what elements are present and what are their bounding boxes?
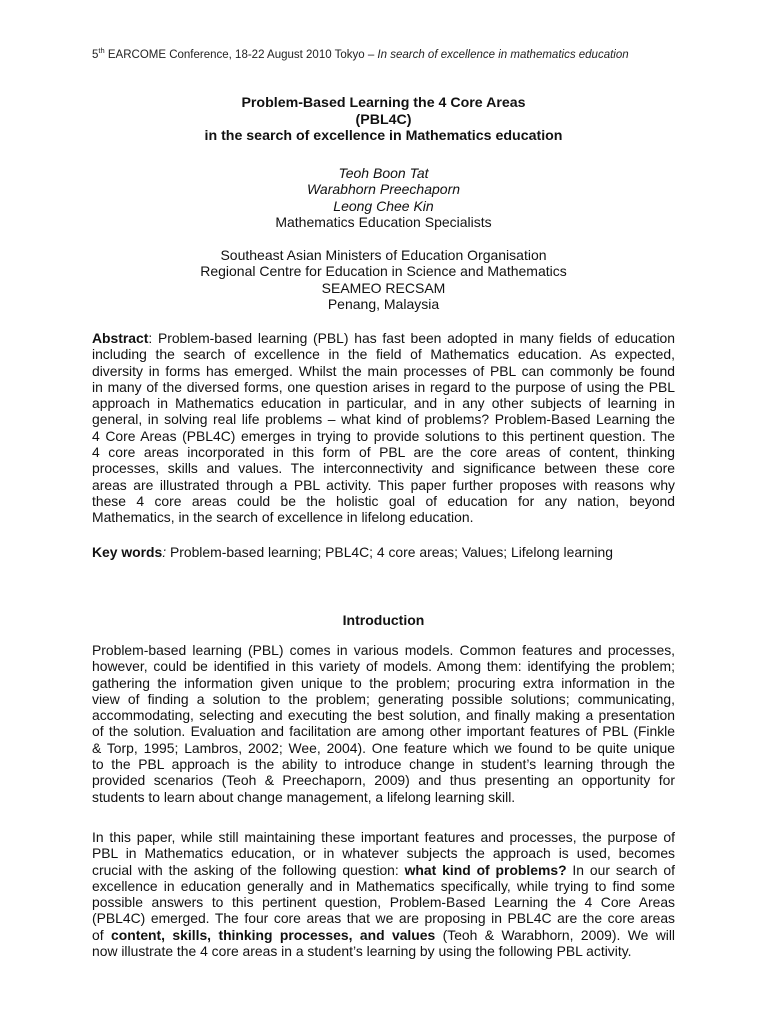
abstract-line: general, in solving real life problems – what kind of problems? Problem-Based Learning the	[92, 411, 675, 428]
paragraph-line: of the solution. Evaluation and facilitation are among other important features of PBL (Finkle	[92, 723, 675, 740]
emphasis-question: what kind of problems?	[404, 861, 567, 878]
running-header	[92, 46, 692, 61]
paragraph-line: accommodating, selecting and executing the best solution, and finally making a presentation	[92, 707, 675, 724]
title-line-1: Problem-Based Learning the 4 Core Areas	[241, 95, 526, 111]
abstract-line: 4 core areas incorporated in this form of PBL are the core areas of content, thinking	[92, 444, 675, 461]
abstract-line: areas are illustrated through a PBL activity. This paper further proposes with reasons why	[92, 476, 675, 493]
abstract-label: Abstract	[92, 330, 149, 346]
title-line-3: in the search of excellence in Mathematics education	[204, 128, 563, 144]
conference-ordinal: th	[98, 46, 105, 55]
author-role: Mathematics Education Specialists	[275, 213, 492, 230]
paragraph-line: gathering the information given unique to the problem; procuring extra information in the	[92, 674, 675, 691]
introduction-paragraph-2	[92, 829, 675, 959]
affiliation-line: Regional Centre for Education in Science and Mathematics	[200, 263, 567, 280]
abstract-line: processes, skills and values. The interconnectivity and significance between these core	[92, 460, 675, 477]
emphasis-core-areas: content, skills, thinking processes, and values	[111, 926, 436, 943]
abstract-line	[92, 330, 675, 346]
paragraph-line: (PBL4C) emerged. The four core areas that we are proposing in PBL4C are the core areas	[92, 910, 675, 927]
conference-tagline: In search of excellence in mathematics education	[377, 49, 629, 61]
keywords-colon: :	[162, 544, 167, 560]
abstract-line: diversity in forms has emerged. Whilst the main processes of PBL can commonly be found	[92, 362, 675, 379]
paper-title	[92, 95, 675, 145]
author-name: Teoh Boon Tat	[338, 165, 429, 181]
paragraph-line: Problem-based learning (PBL) comes in various models. Common features and processes,	[92, 642, 675, 658]
paragraph-line: possible answers to this pertinent question, Problem-Based Learning the 4 Core Areas	[92, 894, 675, 911]
author-block	[92, 165, 675, 230]
paragraph-line: students to learn about change management, a lifelong learning skill.	[92, 788, 516, 805]
paragraph-line: excellence in education generally and in Mathematics specifically, while trying to find some	[92, 877, 675, 894]
abstract-line: Mathematics, in the search of excellence in lifelong education.	[92, 509, 474, 526]
paragraph-line: In this paper, while still maintaining these important features and processes, the purpose of	[92, 829, 675, 845]
title-line-2: (PBL4C)	[355, 111, 412, 128]
keywords-label: Key words	[92, 544, 163, 560]
affiliation-line: Penang, Malaysia	[327, 295, 440, 312]
conference-number: 5	[92, 49, 99, 61]
paragraph-line: view of finding a solution to the problem; generating possible solutions; communicating,	[92, 690, 675, 707]
section-heading-introduction: Introduction	[342, 612, 425, 628]
paragraph-text: crucial with the asking of the following question:	[92, 861, 405, 878]
affiliation-block	[92, 247, 675, 312]
paragraph-line: & Torp, 1995; Lambros, 2002; Wee, 2004). One feature which we found to be quite unique	[92, 739, 675, 756]
abstract-line: including the search of excellence in the field of Mathematics education. As expected,	[92, 346, 675, 363]
paragraph-line: PBL in Mathematics education, or in whatever subjects the approach is used, becomes	[92, 845, 675, 862]
affiliation-line: SEAMEO RECSAM	[321, 279, 446, 296]
paragraph-line: however, could be identified in this variety of models. Among them: identifying the problem;	[92, 658, 675, 675]
abstract-line: approach in Mathematics education in particular, and in any other subjects of learning in	[92, 395, 675, 412]
author-name: Warabhorn Preechaporn	[306, 181, 461, 198]
affiliation-line: Southeast Asian Ministers of Education Organisation	[220, 247, 547, 263]
abstract-text: : Problem-based learning (PBL) has fast been adopted in many fields of education	[148, 330, 675, 346]
keywords-text: Problem-based learning; PBL4C; 4 core areas; Values; Lifelong learning	[166, 544, 613, 560]
abstract-line: 4 Core Areas (PBL4C) emerges in trying to provide solutions to this pertinent question. The	[92, 427, 675, 444]
paragraph-line	[92, 927, 675, 943]
abstract-line: in many of the diversed forms, one question arises in regard to the purpose of using the PBL	[92, 378, 675, 395]
paragraph-text: In our search of	[566, 861, 675, 878]
author-name: Leong Chee Kin	[333, 197, 434, 214]
introduction-paragraph-1	[92, 642, 675, 805]
paragraph-line: to the PBL approach is the ability to introduce change in student’s learning through the	[92, 756, 675, 773]
paragraph-text: (Teoh & Warabhorn, 2009). We will	[435, 926, 676, 943]
abstract-paragraph	[92, 330, 675, 526]
paragraph-line	[92, 862, 675, 878]
keywords-line	[92, 544, 675, 560]
abstract-line: these 4 core areas could be the holistic goal of education for any nation, beyond	[92, 492, 675, 509]
paragraph-line: now illustrate the 4 core areas in a student’s learning by using the following PBL activity.	[92, 943, 632, 960]
paragraph-line: provided scenarios (Teoh & Preechaporn, 2009) and thus presenting an opportunity for	[92, 772, 675, 789]
conference-details: EARCOME Conference, 18-22 August 2010 Tokyo –	[104, 49, 378, 61]
paragraph-text: of	[92, 926, 111, 943]
